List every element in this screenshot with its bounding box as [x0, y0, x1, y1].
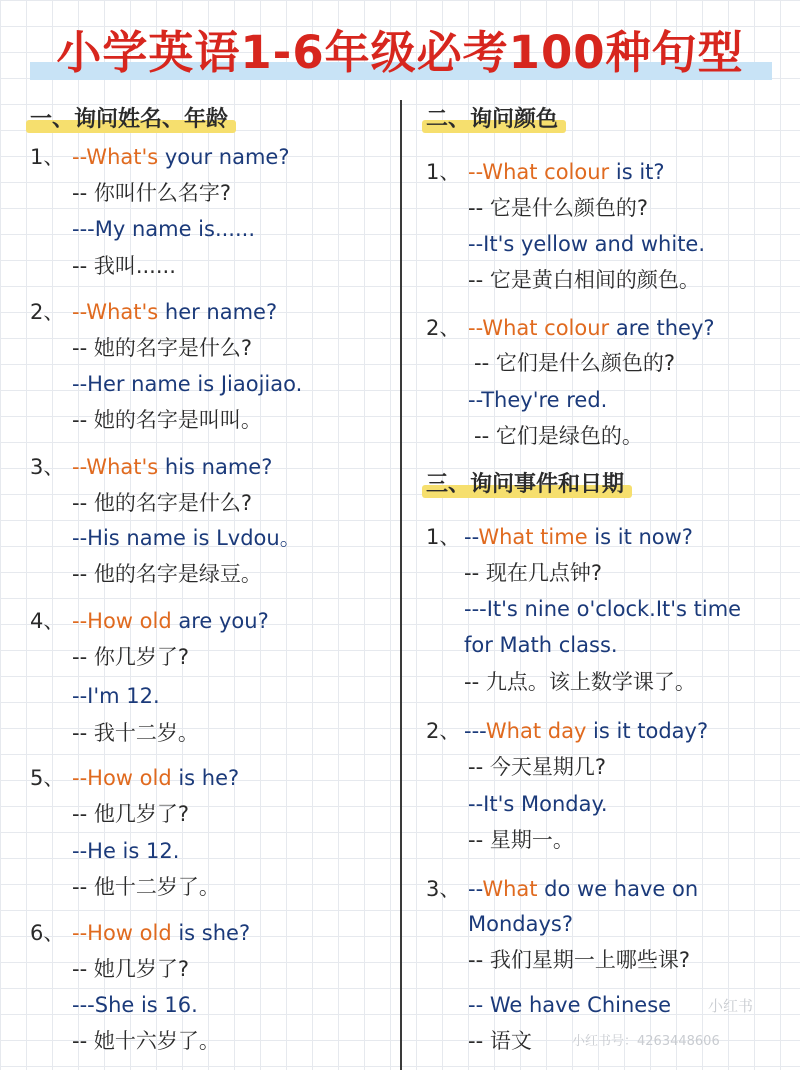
- watermark-logo: 小红书: [708, 997, 754, 1015]
- item-number: 1、: [426, 525, 461, 549]
- question-cn: -- 它是什么颜色的?: [468, 196, 648, 220]
- question-cn: -- 他的名字是什么?: [72, 491, 252, 515]
- answer-en: --It's yellow and white.: [468, 232, 706, 256]
- item-number: 1、: [426, 160, 461, 184]
- answer-en: --He is 12.: [72, 839, 180, 863]
- section-heading-colours: 二、询问颜色: [426, 105, 558, 135]
- item-number: 1、: [30, 145, 65, 169]
- item-number: 2、: [426, 719, 461, 743]
- answer-cn: -- 我十二岁。: [72, 721, 199, 745]
- question-en: --What time is it now?: [464, 525, 693, 549]
- question-cn: -- 他几岁了?: [72, 802, 189, 826]
- question-cn: -- 你几岁了?: [72, 645, 189, 669]
- answer-cn: -- 它们是绿色的。: [474, 424, 643, 448]
- answer-cn: -- 星期一。: [468, 828, 574, 852]
- answer-cn: -- 语文: [468, 1029, 532, 1053]
- question-en: --What colour is it?: [468, 160, 665, 184]
- question-cn: -- 你叫什么名字?: [72, 181, 231, 205]
- answer-en: --They're red.: [468, 388, 608, 412]
- answer-en: -- We have Chinese: [468, 993, 672, 1017]
- question-cn: -- 现在几点钟?: [464, 561, 602, 585]
- item-number: 6、: [30, 921, 65, 945]
- question-cn: -- 它们是什么颜色的?: [474, 351, 675, 375]
- question-en: --What's her name?: [72, 300, 278, 324]
- answer-en: ---She is 16.: [72, 993, 198, 1017]
- answer-en: ---My name is......: [72, 217, 256, 241]
- answer-en-line2: for Math class.: [464, 633, 618, 657]
- question-en: --What's your name?: [72, 145, 290, 169]
- answer-en: --I'm 12.: [72, 684, 160, 708]
- question-cn: -- 她几岁了?: [72, 957, 189, 981]
- question-en: --What colour are they?: [468, 316, 715, 340]
- answer-en: --His name is Lvdou。: [72, 526, 301, 550]
- item-number: 4、: [30, 609, 65, 633]
- question-en: ---What day is it today?: [464, 719, 709, 743]
- question-cn: -- 她的名字是什么?: [72, 336, 252, 360]
- question-cn: -- 我们星期一上哪些课?: [468, 948, 690, 972]
- answer-cn: -- 九点。该上数学课了。: [464, 670, 696, 694]
- answer-cn: -- 他的名字是绿豆。: [72, 562, 262, 586]
- question-cn: -- 今天星期几?: [468, 755, 606, 779]
- question-en-line2: Mondays?: [468, 912, 573, 936]
- item-number: 3、: [426, 877, 461, 901]
- answer-cn: -- 它是黄白相间的颜色。: [468, 268, 700, 292]
- question-en: --How old is she?: [72, 921, 251, 945]
- section-heading-name-age: 一、询问姓名、年龄: [30, 105, 228, 135]
- answer-en: ---It's nine o'clock.It's time: [464, 597, 742, 621]
- question-en: --How old are you?: [72, 609, 269, 633]
- question-en: --What's his name?: [72, 455, 273, 479]
- section-heading-time-date: 三、询问事件和日期: [426, 470, 624, 500]
- answer-cn: -- 我叫......: [72, 254, 176, 278]
- question-en: --How old is he?: [72, 766, 240, 790]
- item-number: 2、: [426, 316, 461, 340]
- answer-en: --Her name is Jiaojiao.: [72, 372, 303, 396]
- item-number: 3、: [30, 455, 65, 479]
- answer-en: --It's Monday.: [468, 792, 608, 816]
- question-en: --What do we have on: [468, 877, 699, 901]
- answer-cn: -- 他十二岁了。: [72, 875, 220, 899]
- answer-cn: -- 她十六岁了。: [72, 1029, 220, 1053]
- page-title: 小学英语1-6年级必考100种句型: [56, 26, 744, 79]
- watermark-id: 小红书号：4263448606: [572, 1034, 720, 1049]
- item-number: 5、: [30, 766, 65, 790]
- answer-cn: -- 她的名字是叫叫。: [72, 408, 262, 432]
- item-number: 2、: [30, 300, 65, 324]
- column-divider: [400, 100, 402, 1070]
